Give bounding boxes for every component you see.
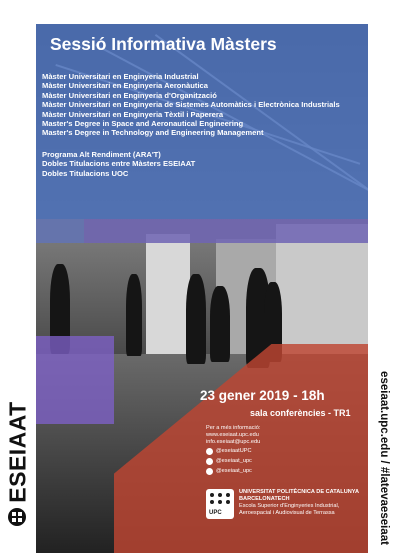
extras-item: Dobles Titulacions UOC — [42, 168, 129, 178]
program-item: Master's Degree in Space and Aeronautical Engineering — [42, 119, 244, 129]
social-facebook[interactable]: @eseiaatUPC — [206, 447, 346, 456]
contact-info — [206, 425, 346, 476]
email-link[interactable]: info.eseiaat@upc.edu — [206, 438, 261, 445]
brand-name: ESEIAAT — [4, 401, 31, 503]
event-place: sala conferències - TR1 — [250, 408, 351, 418]
extras-list — [42, 150, 364, 178]
purple-accent-block — [36, 336, 114, 424]
upc-branding — [206, 489, 366, 539]
program-item: Màster Universitari en Enginyeria d'Organització — [42, 90, 217, 100]
program-list — [42, 72, 364, 138]
twitter-icon — [206, 458, 213, 465]
eseiaat-logo-icon — [8, 508, 26, 526]
program-item: Màster Universitari en Enginyeria de Sistemes Automàtics i Electrònica Industrials — [42, 100, 340, 110]
brand-column — [0, 0, 36, 553]
upc-text: UNIVERSITAT POLITÈCNICA DE CATALUNYA BARCELONATECH Escola Superior d'Enginyeries Industrial, Aeroespacial i Audiovisual de Terrassa — [239, 489, 360, 516]
event-date: 23 gener 2019 - 18h — [200, 388, 325, 403]
social-instagram[interactable]: @eseiaat_upc — [206, 467, 346, 476]
website-link[interactable]: www.eseiaat.upc.edu — [206, 432, 259, 438]
program-item: Màster Universitari en Enginyeria Tèxtil i Paperera — [42, 109, 224, 119]
extras-item: Dobles Titulacions entre Màsters ESEIAAT — [42, 159, 196, 169]
program-item: Master's Degree in Technology and Engineering Management — [42, 128, 264, 138]
website-hashtag: eseiaat.upc.edu / #latevaeseiaat — [378, 371, 390, 545]
instagram-icon — [206, 468, 213, 475]
social-twitter[interactable]: @eseiaat_upc — [206, 457, 346, 466]
extras-item: Programa Alt Rendiment (ARA'T) — [42, 150, 161, 159]
program-item: Màster Universitari en Enginyeria Aeronàutica — [42, 81, 208, 91]
poster-title: Sessió Informativa Màsters — [50, 34, 277, 54]
right-column — [368, 0, 400, 553]
upc-logo-icon: UPC — [206, 489, 234, 519]
poster-main — [36, 24, 368, 553]
info-label: Per a més informació: — [206, 425, 261, 431]
program-item: Màster Universitari en Enginyeria Industrial — [42, 72, 199, 81]
facebook-icon — [206, 448, 213, 455]
